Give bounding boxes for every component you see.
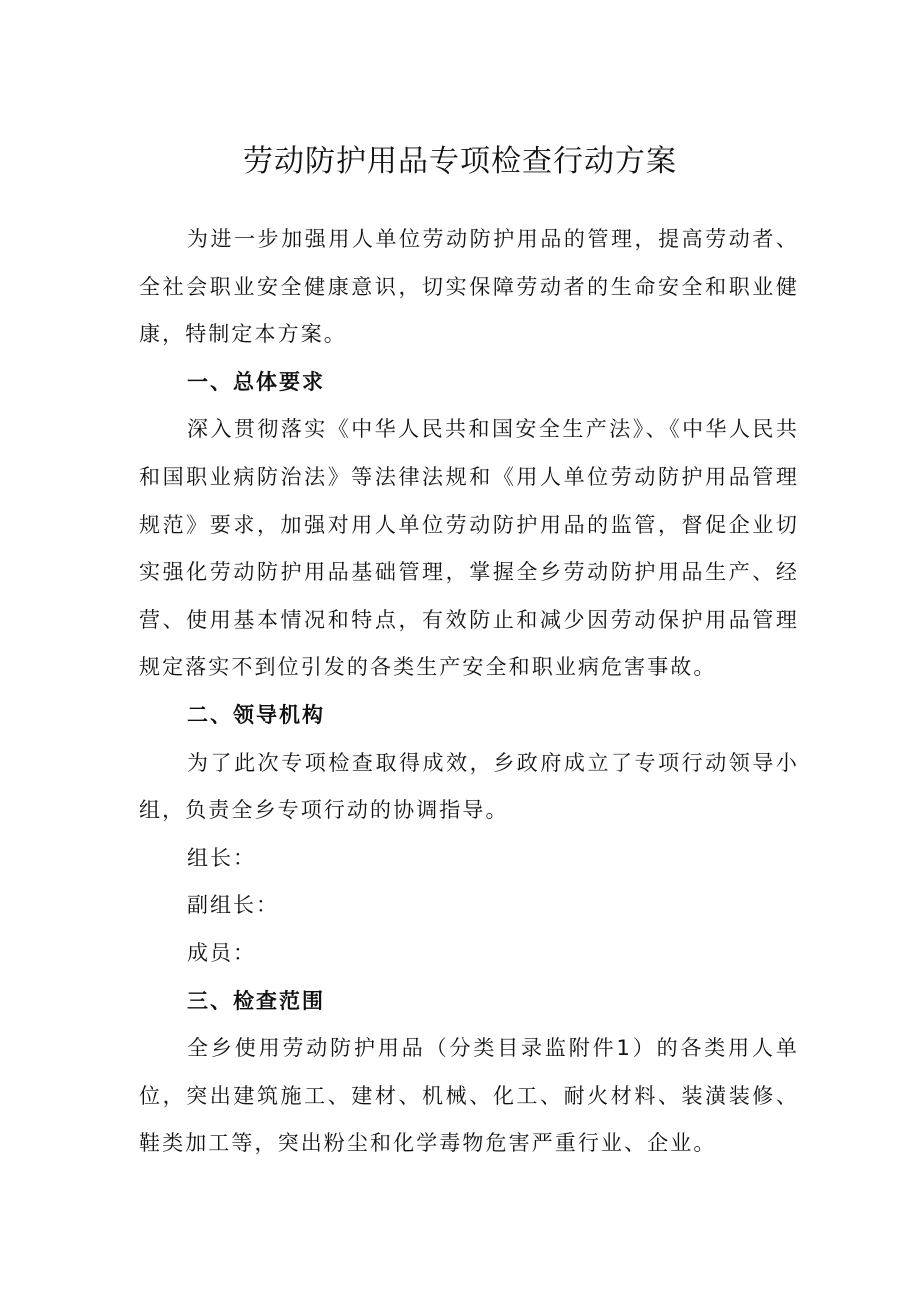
section-general-requirements	[139, 359, 799, 692]
section-heading: 三、检查范围	[187, 988, 325, 1013]
document-body	[139, 216, 799, 1168]
section-inspection-scope	[139, 978, 799, 1168]
document-title: 劳动防护用品专项检查行动方案	[243, 144, 677, 179]
section-heading: 二、领导机构	[187, 702, 325, 727]
role-leader: 组长：	[187, 845, 256, 870]
intro-paragraph: 为进一步加强用人单位劳动防护用品的管理，提高劳动者、全社会职业安全健康意识，切实保障劳动者的生命安全和职业健康，特制定本方案。	[139, 227, 799, 347]
section-heading: 一、总体要求	[187, 369, 325, 394]
section-paragraph: 全乡使用劳动防护用品（分类目录监附件1）的各类用人单位，突出建筑施工、建材、机械、化工、耐火材料、装潢装修、鞋类加工等，突出粉尘和化学毒物危害严重行业、企业。	[139, 1036, 799, 1156]
section-paragraph: 深入贯彻落实《中华人民共和国安全生产法》、《中华人民共和国职业病防治法》等法律法规和《用人单位劳动防护用品管理规范》要求，加强对用人单位劳动防护用品的监管，督促企业切实强化劳动防护用品基础管理，掌握全乡劳动防护用品生产、经营、使用基本情况和特点，有效防止和减少因劳动保护用品管理规定落实不到位引发的各类生产安全和职业病危害事故。	[139, 417, 799, 680]
role-members: 成员：	[187, 940, 256, 965]
section-leadership	[139, 692, 799, 978]
role-deputy-leader: 副组长：	[187, 893, 279, 918]
section-paragraph: 为了此次专项检查取得成效，乡政府成立了专项行动领导小组，负责全乡专项行动的协调指导。	[139, 750, 799, 823]
